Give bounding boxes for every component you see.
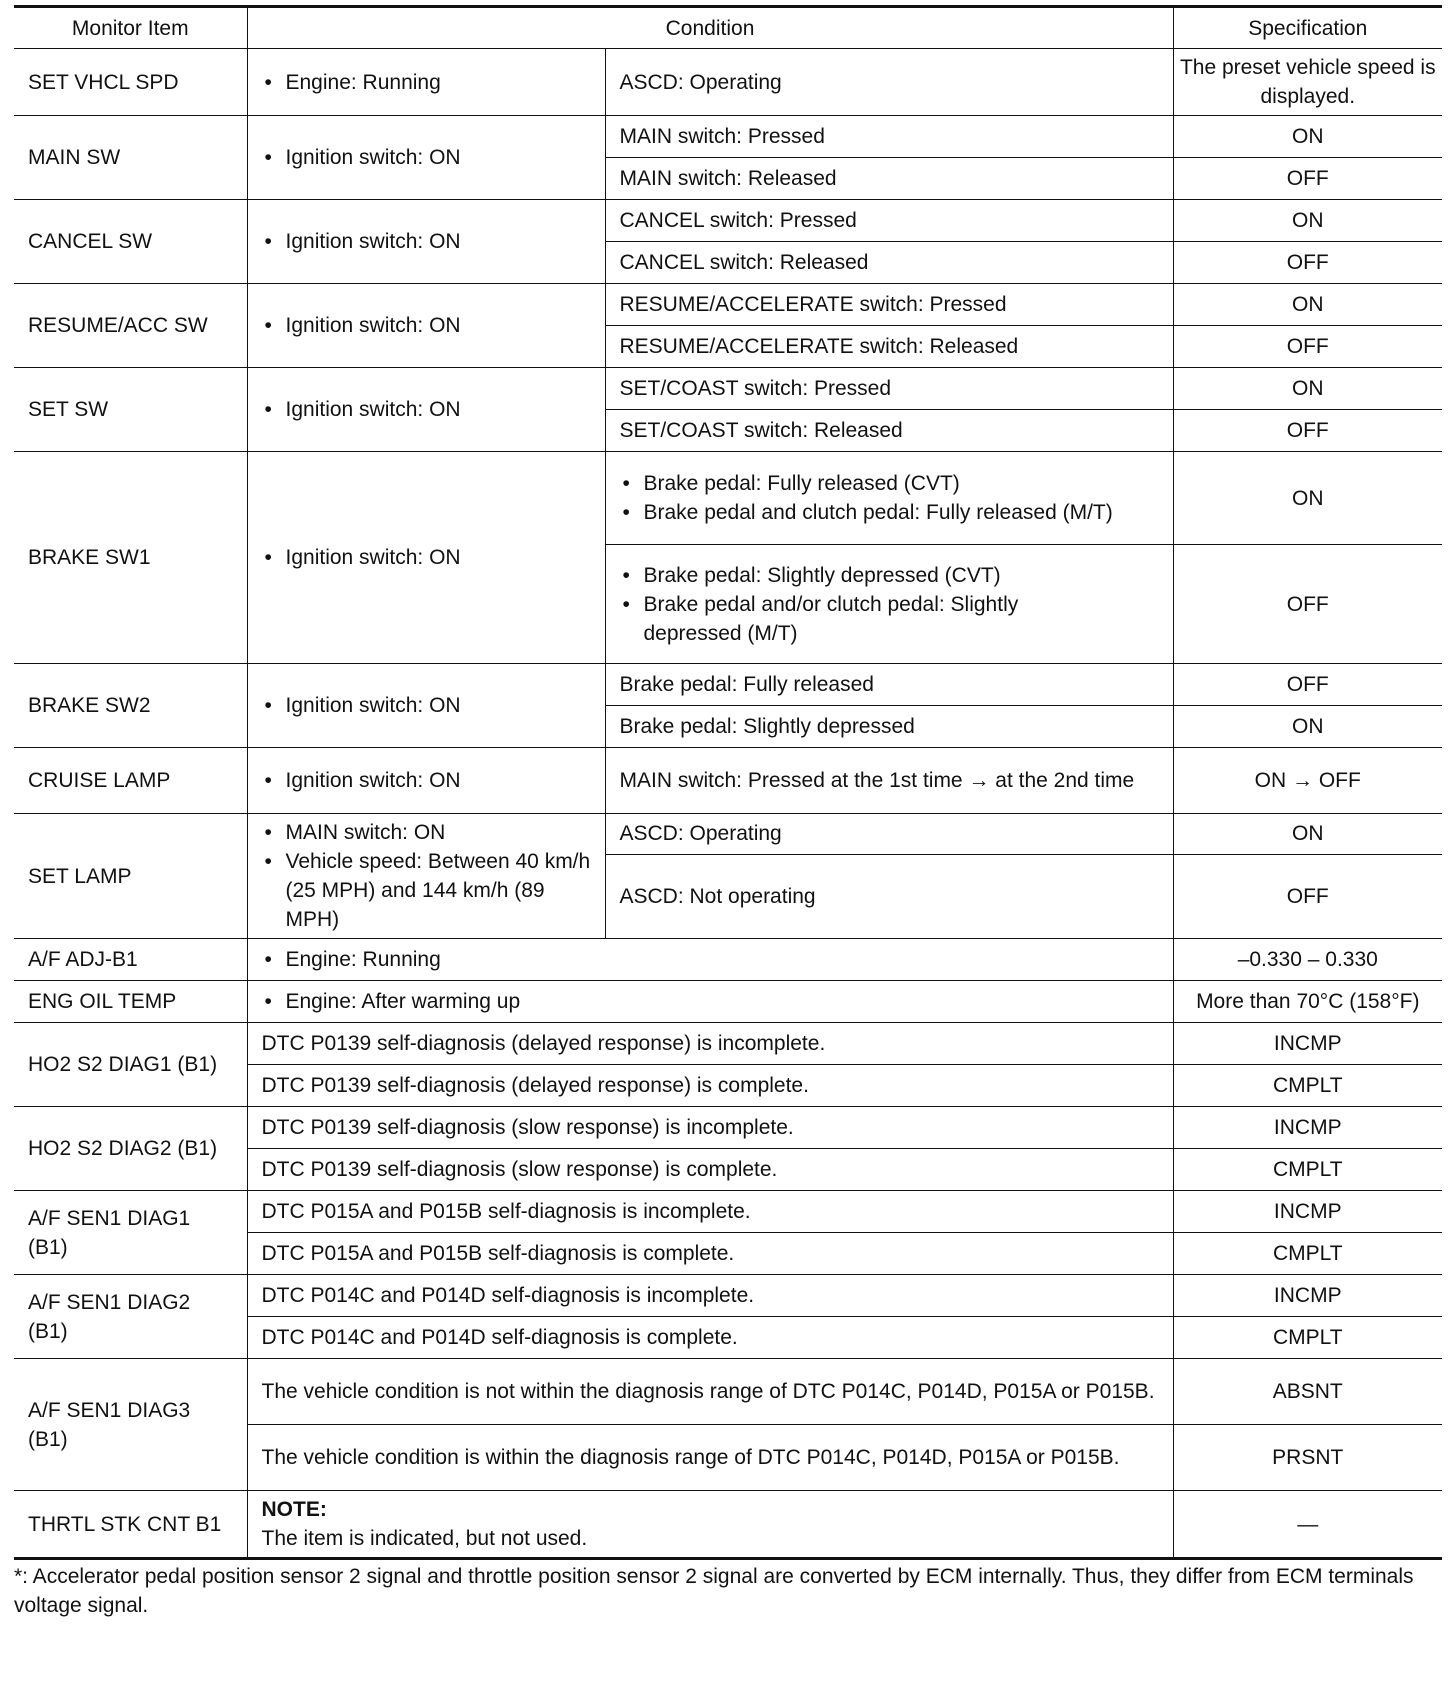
condition-bullet: • Engine: Running [262, 68, 591, 97]
specification: ON [1173, 452, 1442, 545]
monitor-item: HO2 S2 DIAG1 (B1) [14, 1023, 247, 1107]
monitor-item: A/F SEN1 DIAG2 (B1) [14, 1275, 247, 1359]
condition-bullet: • Ignition switch: ON [262, 227, 591, 256]
specification: INCMP [1173, 1023, 1442, 1065]
specification: ON [1173, 284, 1442, 326]
table-row [14, 1023, 1442, 1065]
table-row [14, 452, 1442, 545]
table-row [14, 1491, 1442, 1559]
specification: ON [1173, 116, 1442, 158]
sub-condition: ASCD: Not operating [605, 854, 1173, 938]
monitor-item: A/F ADJ-B1 [14, 939, 247, 981]
condition: DTC P0139 self-diagnosis (delayed response) is complete. [247, 1065, 1173, 1107]
table-row [14, 664, 1442, 706]
sub-condition: CANCEL switch: Released [605, 242, 1173, 284]
specification: CMPLT [1173, 1149, 1442, 1191]
specification: OFF [1173, 242, 1442, 284]
specification: OFF [1173, 326, 1442, 368]
sub-condition-bullet: • Brake pedal and clutch pedal: Fully released (M/T) [620, 498, 1159, 527]
sub-condition-bullet: • Brake pedal: Slightly depressed (CVT) [620, 561, 1159, 590]
condition: The vehicle condition is not within the diagnosis range of DTC P014C, P014D, P015A or P015B. [247, 1359, 1173, 1425]
monitor-item: HO2 S2 DIAG2 (B1) [14, 1107, 247, 1191]
specification: OFF [1173, 410, 1442, 452]
note-label: NOTE: [261, 1498, 327, 1521]
sub-condition: CANCEL switch: Pressed [605, 200, 1173, 242]
condition [247, 939, 1173, 981]
table-row [14, 284, 1442, 326]
table-row [14, 1107, 1442, 1149]
condition [247, 200, 605, 284]
sub-condition: RESUME/ACCELERATE switch: Pressed [605, 284, 1173, 326]
condition [247, 664, 605, 748]
condition-bullet: • Ignition switch: ON [262, 395, 591, 424]
condition [247, 284, 605, 368]
specification: INCMP [1173, 1107, 1442, 1149]
condition-bullet: • Engine: Running [262, 945, 1159, 974]
monitor-item: CANCEL SW [14, 200, 247, 284]
sub-condition-bullet: • Brake pedal: Fully released (CVT) [620, 469, 1159, 498]
table-row [14, 814, 1442, 855]
condition: DTC P0139 self-diagnosis (slow response) is complete. [247, 1149, 1173, 1191]
table-row [14, 368, 1442, 410]
monitor-item: MAIN SW [14, 116, 247, 200]
sub-condition: SET/COAST switch: Pressed [605, 368, 1173, 410]
table-row [14, 116, 1442, 158]
monitor-item-table [14, 5, 1442, 1560]
table-row [14, 748, 1442, 814]
header-monitor-item: Monitor Item [14, 7, 247, 49]
condition-bullet: • Ignition switch: ON [262, 143, 591, 172]
footnote: *: Accelerator pedal position sensor 2 signal and throttle position sensor 2 signal are converted by ECM internally. Thus, they differ from ECM terminals voltage signal. [14, 1565, 1414, 1617]
condition: DTC P0139 self-diagnosis (slow response) is incomplete. [247, 1107, 1173, 1149]
condition [247, 1491, 1173, 1559]
condition-bullet: • MAIN switch: ON [262, 818, 591, 847]
specification: The preset vehicle speed is displayed. [1173, 49, 1442, 116]
condition-bullet: • Ignition switch: ON [262, 543, 591, 572]
specification: ON → OFF [1173, 748, 1442, 814]
sub-condition [605, 452, 1173, 545]
sub-condition: SET/COAST switch: Released [605, 410, 1173, 452]
monitor-item: CRUISE LAMP [14, 748, 247, 814]
sub-condition [605, 545, 1173, 664]
specification: ON [1173, 200, 1442, 242]
specification: More than 70°C (158°F) [1173, 981, 1442, 1023]
condition-bullet: • Ignition switch: ON [262, 691, 591, 720]
sub-condition: MAIN switch: Pressed at the 1st time → at the 2nd time [605, 748, 1173, 814]
specification: OFF [1173, 158, 1442, 200]
specification: PRSNT [1173, 1425, 1442, 1491]
specification: INCMP [1173, 1275, 1442, 1317]
sub-condition: ASCD: Operating [605, 814, 1173, 855]
table-row [14, 1275, 1442, 1317]
condition [247, 368, 605, 452]
table-row [14, 1191, 1442, 1233]
table-row [14, 1359, 1442, 1425]
condition: DTC P014C and P014D self-diagnosis is incomplete. [247, 1275, 1173, 1317]
monitor-item: ENG OIL TEMP [14, 981, 247, 1023]
specification: OFF [1173, 854, 1442, 938]
specification: ABSNT [1173, 1359, 1442, 1425]
sub-condition: RESUME/ACCELERATE switch: Released [605, 326, 1173, 368]
header-specification: Specification [1173, 7, 1442, 49]
condition: DTC P014C and P014D self-diagnosis is complete. [247, 1317, 1173, 1359]
monitor-item: THRTL STK CNT B1 [14, 1491, 247, 1559]
sub-condition: Brake pedal: Slightly depressed [605, 706, 1173, 748]
specification: ON [1173, 368, 1442, 410]
condition [247, 49, 605, 116]
condition-bullet: • Ignition switch: ON [262, 766, 591, 795]
condition [247, 814, 605, 939]
specification: –0.330 – 0.330 [1173, 939, 1442, 981]
specification: CMPLT [1173, 1317, 1442, 1359]
condition: DTC P0139 self-diagnosis (delayed response) is incomplete. [247, 1023, 1173, 1065]
header-row [14, 7, 1442, 49]
header-condition: Condition [247, 7, 1173, 49]
monitor-item: A/F SEN1 DIAG1 (B1) [14, 1191, 247, 1275]
monitor-item: SET LAMP [14, 814, 247, 939]
sub-condition: ASCD: Operating [605, 49, 1173, 116]
condition: DTC P015A and P015B self-diagnosis is incomplete. [247, 1191, 1173, 1233]
monitor-item: BRAKE SW2 [14, 664, 247, 748]
monitor-item: RESUME/ACC SW [14, 284, 247, 368]
table-row [14, 200, 1442, 242]
sub-condition: Brake pedal: Fully released [605, 664, 1173, 706]
monitor-item: SET SW [14, 368, 247, 452]
note-text: The item is indicated, but not used. [261, 1527, 588, 1550]
condition [247, 452, 605, 664]
monitor-item: BRAKE SW1 [14, 452, 247, 664]
condition [247, 116, 605, 200]
monitor-item: SET VHCL SPD [14, 49, 247, 116]
spec-sheet [14, 5, 1442, 1620]
specification: CMPLT [1173, 1233, 1442, 1275]
sub-condition-bullet: • Brake pedal and/or clutch pedal: Slightly depressed (M/T) [620, 590, 1159, 648]
table-row [14, 49, 1442, 116]
specification: OFF [1173, 664, 1442, 706]
specification: ON [1173, 814, 1442, 855]
condition-bullet: • Ignition switch: ON [262, 311, 591, 340]
sub-condition: MAIN switch: Released [605, 158, 1173, 200]
specification: — [1173, 1491, 1442, 1559]
condition-bullet: • Engine: After warming up [262, 987, 1159, 1016]
condition [247, 981, 1173, 1023]
condition: The vehicle condition is within the diagnosis range of DTC P014C, P014D, P015A or P015B. [247, 1425, 1173, 1491]
condition: DTC P015A and P015B self-diagnosis is complete. [247, 1233, 1173, 1275]
specification: ON [1173, 706, 1442, 748]
specification: CMPLT [1173, 1065, 1442, 1107]
condition [247, 748, 605, 814]
table-row [14, 981, 1442, 1023]
specification: OFF [1173, 545, 1442, 664]
table-row [14, 939, 1442, 981]
sub-condition: MAIN switch: Pressed [605, 116, 1173, 158]
condition-bullet: • Vehicle speed: Between 40 km/h (25 MPH) and 144 km/h (89 MPH) [262, 847, 591, 934]
specification: INCMP [1173, 1191, 1442, 1233]
monitor-item: A/F SEN1 DIAG3 (B1) [14, 1359, 247, 1491]
